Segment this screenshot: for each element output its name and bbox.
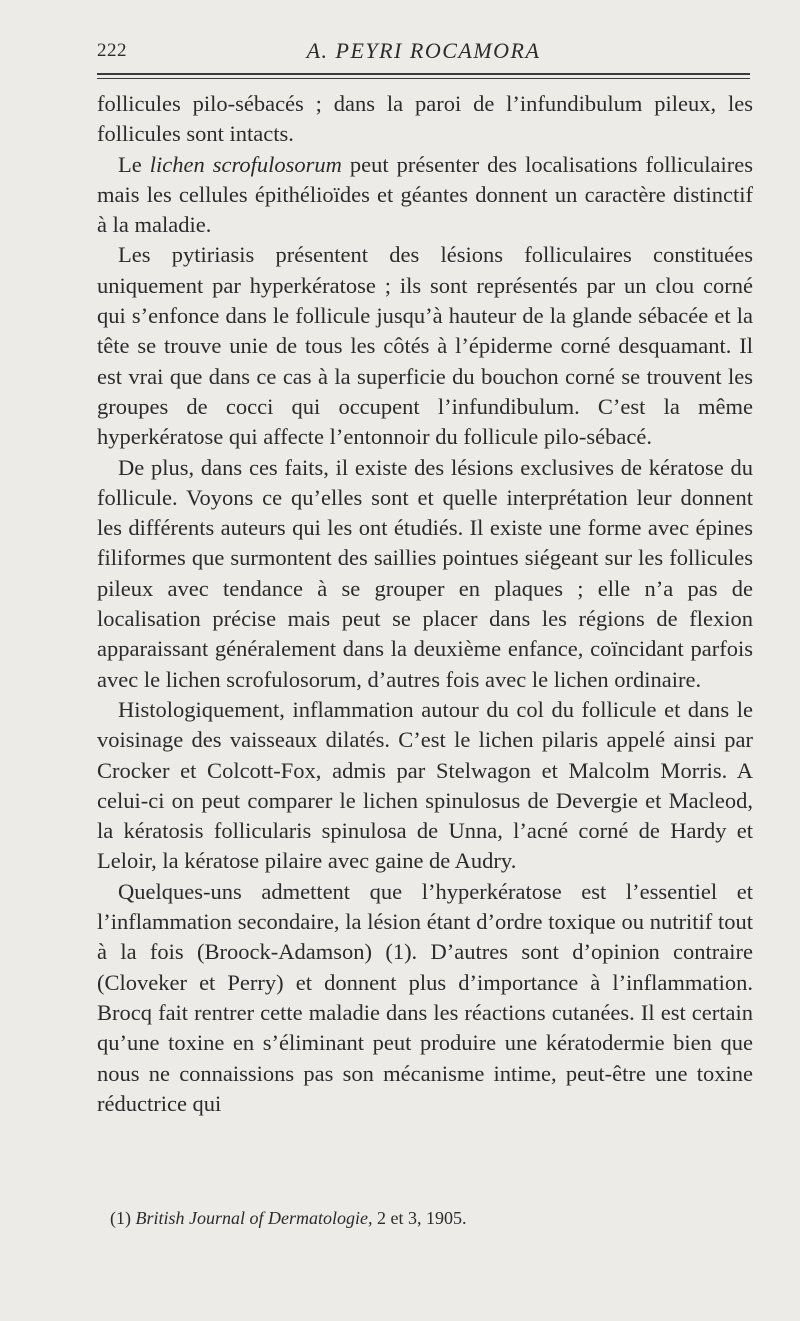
header-rule	[97, 73, 750, 79]
text-run: Le	[118, 151, 150, 177]
paragraph: Les pytiriasis présentent des lésions folliculaires constituées uniquement par hyperkératose ; ils sont représentés par un clou corné qui s’enfonce dans le follicule jusqu’à hauteur de la glande sébacée et la tête se trouve unie de tous les côtés à l’épiderme corné desquamant. Il est vrai que dans ce cas à la superficie du bouchon corné se trouvent les groupes de cocci qui occupent l’infundibulum. C’est la même hyperkératose qui affecte l’entonnoir du follicule pilo-sébacé.	[97, 242, 753, 450]
page-number: 222	[97, 40, 127, 61]
page-header	[97, 38, 750, 68]
italic-term: lichen scrofulosorum	[149, 151, 342, 177]
footnote-details: 2 et 3, 1905.	[372, 1208, 467, 1228]
text-run: peut présenter des localisations folliculaires mais les cellules épithélioïdes et géantes donnent un caractère distinctif à la maladie.	[97, 151, 753, 238]
body-text	[97, 89, 753, 1119]
footnote-source: British Journal of Dermatologie,	[135, 1208, 373, 1228]
paragraph	[97, 150, 753, 241]
running-head: A. PEYRI ROCAMORA	[306, 38, 541, 63]
paragraph: Histologiquement, inflammation autour du col du follicule et dans le voisinage des vaisseaux dilatés. C’est le lichen pilaris appelé ainsi par Crocker et Colcott-Fox, admis par Stelwagon et Malcolm Morris. A celui-ci on peut comparer le lichen spinulosus de Devergie et Macleod, la kératosis follicularis spinulosa de Unna, l’acné corné de Hardy et Leloir, la kératose pilaire avec gaine de Audry.	[97, 696, 753, 874]
footnote-marker: (1)	[110, 1208, 136, 1228]
paragraph: Quelques-uns admettent que l’hyperkératose est l’essentiel et l’inflammation secondaire, la lésion étant d’ordre toxique ou nutritif tout à la fois (Broock-Adamson) (1). D’autres sont d’opinion contraire (Cloveker et Perry) et donnent plus d’importance à l’inflammation. Brocq fait rentrer cette maladie dans les réactions cutanées. Il est certain qu’une toxine en s’éliminant peut produire une kératodermie bien que nous ne connaissions pas son mécanisme intime, peut-être une toxine réductrice qui	[97, 878, 753, 1116]
paragraph: De plus, dans ces faits, il existe des lésions exclusives de kératose du follicule. Voyons ce qu’elles sont et quelle interprétation leur donnent les différents auteurs qui les ont étudiés. Il existe une forme avec épines filiformes que surmontent des saillies pointues siégeant sur les follicules pileux avec tendance à se grouper en plaques ; elle n’a pas de localisation précise mais peut se placer dans les régions de flexion apparaissant généralement dans la deuxième enfance, coïncidant parfois avec le lichen scrofulosorum, d’autres fois avec le lichen ordinaire.	[97, 454, 753, 692]
paragraph: follicules pilo-sébacés ; dans la paroi de l’infundibulum pileux, les follicules sont intacts.	[97, 91, 753, 147]
footnote	[110, 1206, 750, 1230]
